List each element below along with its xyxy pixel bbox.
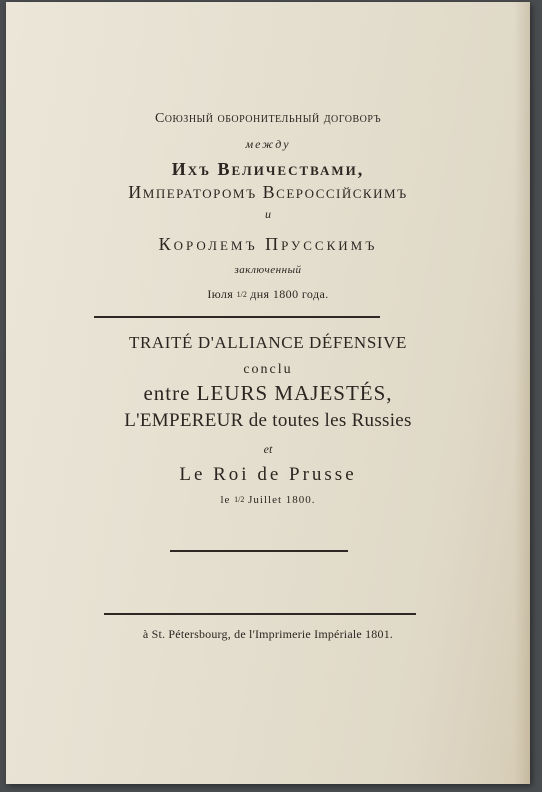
fr-title-line: TRAITÉ D'ALLIANCE DÉFENSIVE: [128, 333, 407, 352]
fr-date-month-year: Juillet 1800.: [248, 494, 316, 506]
fr-date-fraction: 1/2: [234, 495, 245, 504]
fr-date: [6, 495, 530, 506]
ru-date: [6, 288, 530, 300]
fr-date-le: le: [220, 494, 231, 506]
fr-emperor: L'EMPEREUR de toutes les Russies: [124, 410, 412, 431]
fr-king: Le Roi de Prusse: [179, 464, 357, 485]
fr-concluded: conclu: [243, 362, 293, 377]
ru-king: Королемъ Прусскимъ: [158, 234, 378, 254]
ru-date-fraction: 1/2: [236, 290, 247, 299]
ru-emperor: Императоромъ Всероссійскимъ: [128, 182, 408, 202]
divider-rule-short: [170, 550, 348, 552]
divider-rule-1: [94, 316, 380, 318]
ru-and: и: [265, 207, 271, 221]
document-page: [6, 2, 530, 784]
ru-majesties: Ихъ Величествами,: [171, 159, 365, 179]
fr-and: et: [263, 442, 273, 456]
ru-title-line: Союзный оборонительный договоръ: [154, 111, 382, 126]
ru-between: между: [245, 137, 291, 151]
ru-date-year: дня 1800 года.: [250, 287, 329, 301]
ru-concluded: заключенный: [234, 264, 302, 276]
fr-between-majesties: entre LEURS MAJESTÉS,: [143, 381, 393, 405]
divider-rule-long: [104, 613, 416, 615]
imprint-line: à St. Pétersbourg, de l'Imprimerie Impériale 1801.: [142, 627, 394, 641]
ru-date-month: Іюля: [207, 287, 234, 301]
